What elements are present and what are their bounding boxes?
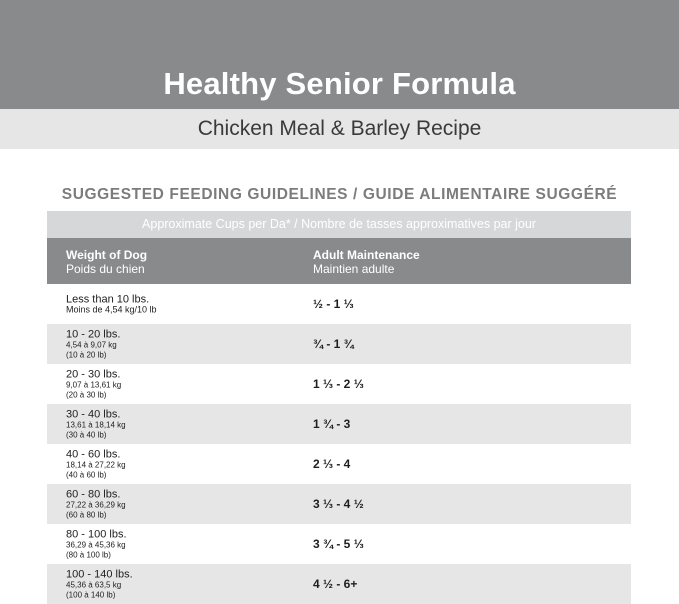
weight-lbs: 30 - 40 lbs. bbox=[66, 408, 121, 421]
weight-lbs: 20 - 30 lbs. bbox=[66, 368, 121, 381]
cups-cell: 1 ¾ - 3 bbox=[313, 417, 351, 431]
weight-lbs: 80 - 100 lbs. bbox=[66, 528, 127, 541]
weight-lb-range: (40 à 60 lb) bbox=[66, 470, 107, 479]
weight-cell bbox=[66, 529, 127, 560]
weight-kg: 9,07 à 13,61 kg bbox=[66, 380, 122, 390]
weight-kg: 4,54 à 9,07 kg bbox=[66, 340, 117, 350]
product-title: Healthy Senior Formula bbox=[163, 66, 516, 101]
weight-lbs: 10 - 20 lbs. bbox=[66, 328, 121, 341]
adult-maintenance-column-header bbox=[313, 248, 420, 276]
weight-cell bbox=[66, 489, 126, 520]
table-row bbox=[47, 364, 631, 404]
adult-header-en: Adult Maintenance bbox=[313, 248, 420, 262]
cups-cell: 2 ⅓ - 4 bbox=[313, 457, 351, 471]
cups-cell: ½ - 1 ⅓ bbox=[313, 297, 354, 311]
weight-lbs: 60 - 80 lbs. bbox=[66, 488, 121, 501]
weight-lbs: 40 - 60 lbs. bbox=[66, 448, 121, 461]
weight-lb-range: (30 à 40 lb) bbox=[66, 430, 107, 439]
table-row bbox=[47, 564, 631, 604]
weight-cell bbox=[66, 329, 120, 360]
weight-cell bbox=[66, 293, 157, 315]
weight-lbs: 100 - 140 lbs. bbox=[66, 568, 133, 581]
feeding-guidelines-heading: SUGGESTED FEEDING GUIDELINES / GUIDE ALIMENTAIRE SUGGÉRÉ bbox=[61, 186, 618, 203]
weight-lb-range: (60 à 80 lb) bbox=[66, 510, 107, 519]
weight-kg: 13,61 à 18,14 kg bbox=[66, 420, 126, 430]
weight-cell bbox=[66, 409, 126, 440]
weight-cell bbox=[66, 449, 126, 480]
weight-kg: Moins de 4,54 kg/10 lb bbox=[66, 304, 157, 315]
weight-kg: 45,36 à 63,5 kg bbox=[66, 580, 122, 590]
cups-cell: ¾ - 1 ¾ bbox=[313, 337, 354, 351]
weight-lbs: Less than 10 lbs. bbox=[66, 293, 150, 306]
table-row bbox=[47, 524, 631, 564]
table-row bbox=[47, 484, 631, 524]
weight-column-header bbox=[66, 248, 147, 276]
weight-kg: 36,29 à 45,36 kg bbox=[66, 540, 126, 550]
weight-lb-range: (20 à 30 lb) bbox=[66, 390, 107, 399]
table-row bbox=[47, 404, 631, 444]
cups-per-day-note: Approximate Cups per Da* / Nombre de tasses approximatives par jour bbox=[47, 211, 631, 238]
cups-cell: 1 ⅓ - 2 ⅓ bbox=[313, 377, 364, 391]
table-row bbox=[47, 444, 631, 484]
product-subtitle: Chicken Meal & Barley Recipe bbox=[197, 117, 482, 140]
weight-lb-range: (10 à 20 lb) bbox=[66, 350, 107, 359]
table-row bbox=[47, 324, 631, 364]
cups-cell: 3 ⅓ - 4 ½ bbox=[313, 497, 364, 511]
feeding-table-body bbox=[47, 284, 631, 604]
weight-kg: 18,14 à 27,22 kg bbox=[66, 460, 126, 470]
table-row bbox=[47, 284, 631, 324]
adult-header-fr: Maintien adulte bbox=[313, 262, 395, 276]
weight-cell bbox=[66, 569, 133, 600]
weight-header-fr: Poids du chien bbox=[66, 262, 145, 276]
table-header bbox=[47, 238, 631, 284]
weight-lb-range: (80 à 100 lb) bbox=[66, 550, 111, 559]
cups-cell: 3 ¾ - 5 ⅓ bbox=[313, 537, 364, 551]
weight-kg: 27,22 à 36,29 kg bbox=[66, 500, 126, 510]
weight-lb-range: (100 à 140 lb) bbox=[66, 590, 116, 599]
weight-cell bbox=[66, 369, 121, 400]
cups-cell: 4 ½ - 6+ bbox=[313, 577, 358, 591]
weight-header-en: Weight of Dog bbox=[66, 248, 148, 262]
